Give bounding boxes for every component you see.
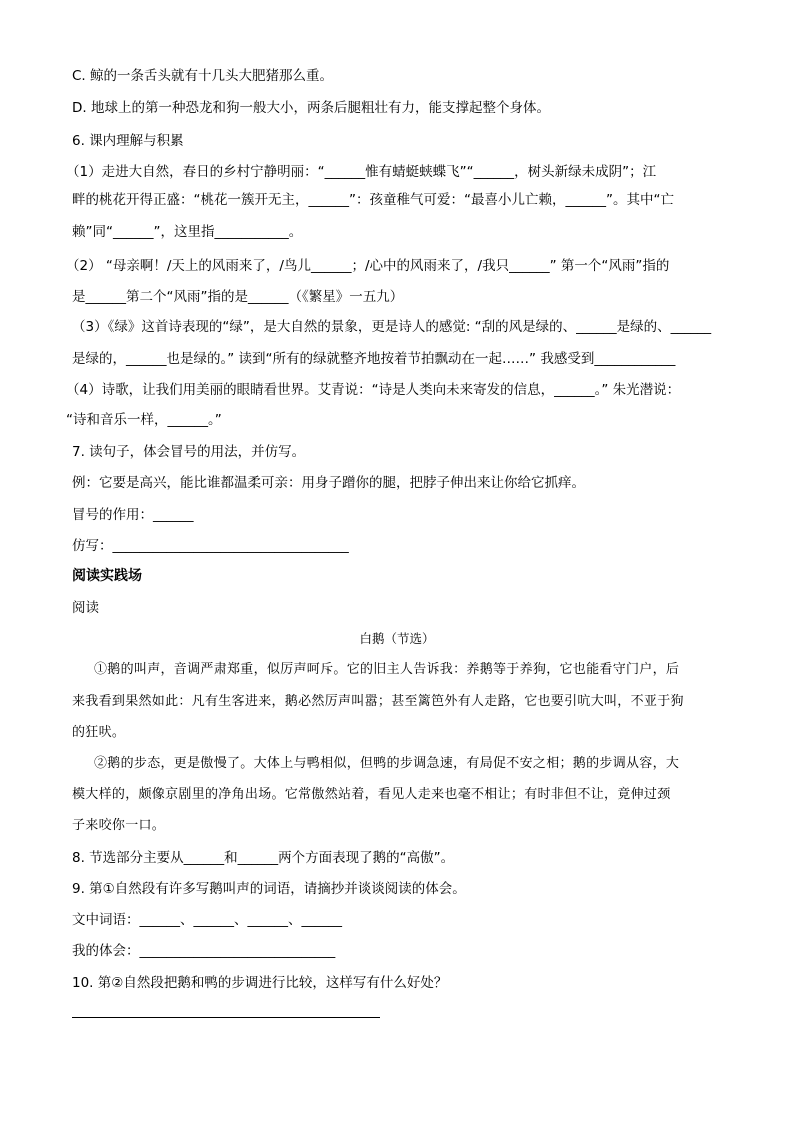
reading-label: 阅读 <box>72 600 99 616</box>
q6-part4-line2: “诗和音乐一样，______。” <box>66 412 222 428</box>
q9-feeling: 我的体会：_____________________________ <box>72 943 336 959</box>
passage-p2-line2: 模大样的，颇像京剧里的净角出场。它常傲然站着，看见人走来也毫不相让；有时非但不让，竟伸过颈 <box>72 787 671 802</box>
question-9: 9. 第①自然段有许多写鹅叫声的词语，请摘抄并谈谈阅读的体会。 <box>72 881 466 897</box>
q6-part1-line2: 畔的桃花开得正盛：“桃花一簇开无主，______”：孩童稚气可爱：“最喜小儿亡赖，______”。其中“亡 <box>72 192 674 208</box>
question-6-title: 6. 课内理解与积累 <box>72 133 184 149</box>
answer-line <box>72 1017 380 1018</box>
passage-p1-line3: 的狂吠。 <box>72 725 126 740</box>
option-c: C. 鲸的一条舌头就有十几头大肥猪那么重。 <box>72 68 334 84</box>
section-heading: 阅读实践场 <box>72 568 142 584</box>
q6-part1-line3: 赖”同“______”，这里指___________。 <box>72 224 303 240</box>
passage-p2-line3: 子来咬你一口。 <box>72 818 166 833</box>
q6-part2-line1: （2） “母亲啊！/天上的风雨来了，/鸟儿______；/心中的风雨来了，/我只______” 第一个“风雨”指的 <box>66 258 670 274</box>
q7-imitation: 仿写：___________________________________ <box>72 538 349 554</box>
q6-part3-line2: 是绿的，______也是绿的。” 读到“所有的绿就整齐地按着节拍飘动在一起……” 我感受到____________ <box>72 351 676 367</box>
question-10: 10. 第②自然段把鹅和鸭的步调进行比较，这样写有什么好处？ <box>72 975 448 991</box>
q6-part3-line1: （3）《绿》这首诗表现的“绿”，是大自然的景象，更是诗人的感觉: “刮的风是绿的、______是绿的、______ <box>72 319 712 335</box>
q6-part2-line2: 是______第二个“风雨”指的是______（《繁星》一五九） <box>72 289 404 305</box>
q7-colon-usage: 冒号的作用：______ <box>72 507 194 523</box>
passage-title: 白鹅（节选） <box>359 631 435 646</box>
passage-p2-line1: ②鹅的步态，更是傲慢了。大体上与鸭相似，但鸭的步调急速，有局促不安之相；鹅的步调从容，大 <box>94 756 680 771</box>
q7-example: 例：它要是高兴，能比谁都温柔可亲：用身子蹭你的腿，把脖子伸出来让你给它抓痒。 <box>72 475 585 491</box>
q6-part4-line1: （4）诗歌，让我们用美丽的眼睛看世界。艾青说：“诗是人类向未来寄发的信息，______。” 朱光潜说： <box>66 382 681 398</box>
option-d: D. 地球上的第一种恐龙和狗一般大小，两条后腿粗壮有力，能支撑起整个身体。 <box>72 100 550 116</box>
q9-words: 文中词语：______、______、______、______ <box>72 912 342 928</box>
passage-p1-line2: 来我看到果然如此：凡有生客进来，鹅必然厉声叫嚣；甚至篱笆外有人走路，它也要引吭大叫，不亚于狗 <box>72 694 684 709</box>
q6-part1-line1: （1）走进大自然，春日的乡村宁静明丽：“______惟有蜻蜓蛱蝶飞”“______，树头新绿未成阴”；江 <box>66 164 657 180</box>
question-7-title: 7. 读句子，体会冒号的用法，并仿写。 <box>72 444 306 460</box>
question-8: 8. 节选部分主要从______和______两个方面表现了鹅的“高傲”。 <box>72 850 455 866</box>
passage-p1-line1: ①鹅的叫声，音调严肃郑重，似厉声呵斥。它的旧主人告诉我：养鹅等于养狗，它也能看守门户，后 <box>94 662 680 677</box>
